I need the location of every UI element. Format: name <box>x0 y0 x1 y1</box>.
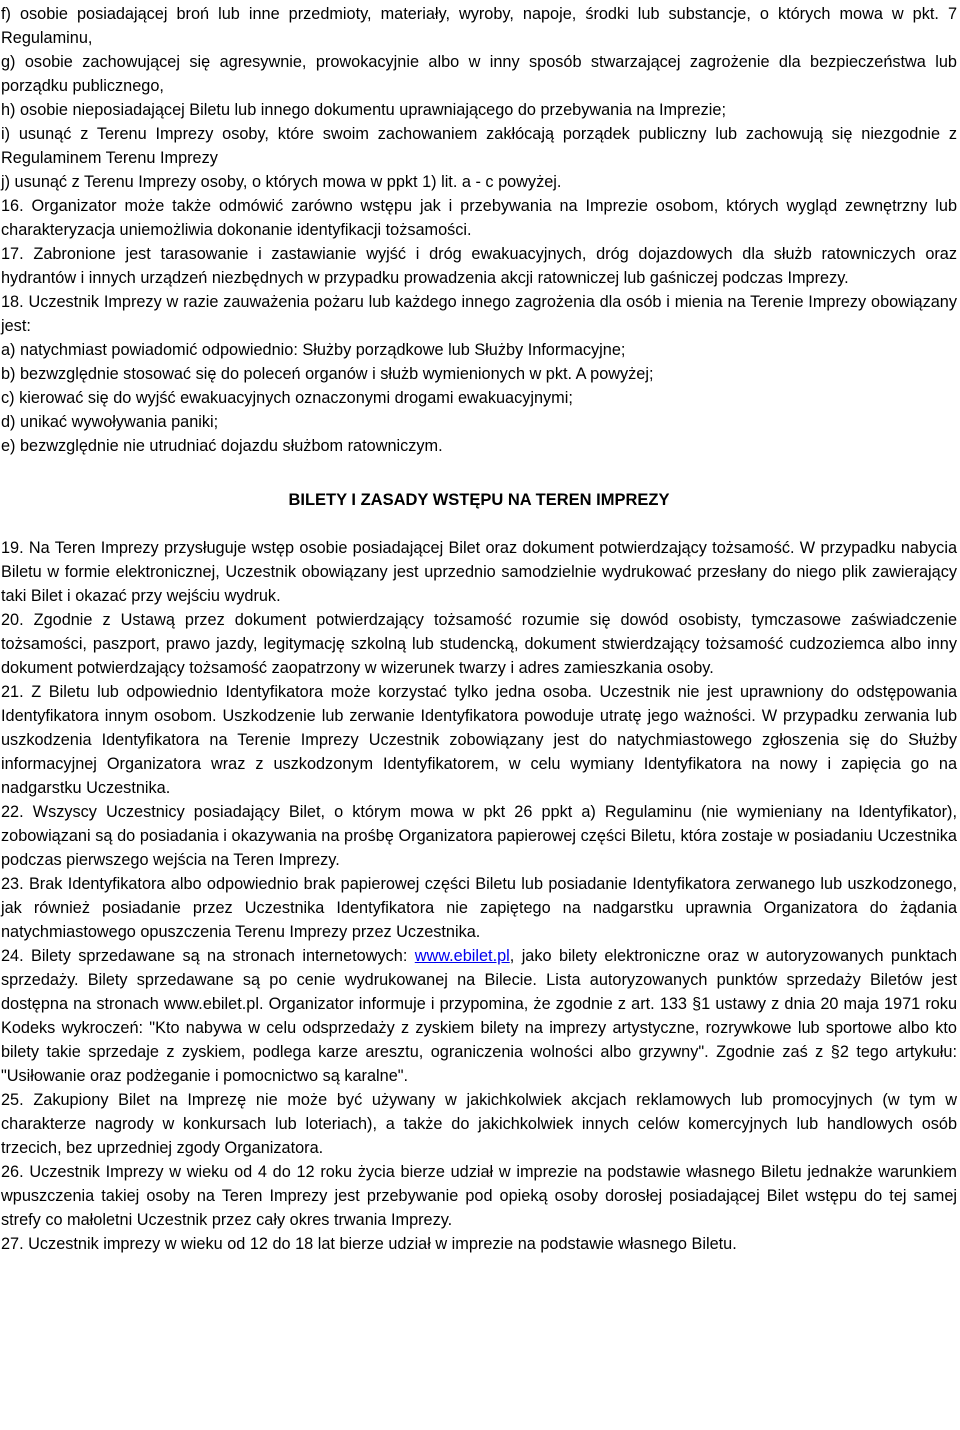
clause-25: 25. Zakupiony Bilet na Imprezę nie może być używany w jakichkolwiek akcjach reklamowych lub promocyjnych (w tym w charakterze nagrody w konkursach lub loteriach), a także do jakichkolwiek innych celów komercyjnych lub handlowych osób trzecich, bez uprzedniej zgody Organizatora. <box>1 1091 957 1157</box>
section-heading: BILETY I ZASADY WSTĘPU NA TEREN IMPREZY <box>288 491 670 509</box>
clause-24-intro: 24. Bilety sprzedawane są na stronach internetowych: <box>1 947 415 965</box>
clause-18e: e) bezwzględnie nie utrudniać dojazdu służbom ratowniczym. <box>1 437 443 455</box>
clauses-block-1 <box>1 2 957 458</box>
clause-16: 16. Organizator może także odmówić zarówno wstępu jak i przebywania na Imprezie osobom, których wygląd zewnętrzny lub charakteryzacja uniemożliwia dokonanie identyfikacji tożsamości. <box>1 197 957 239</box>
ebilet-link[interactable]: www.ebilet.pl <box>414 947 510 965</box>
clause-24 <box>1 944 957 1088</box>
clause-20: 20. Zgodnie z Ustawą przez dokument potwierdzający tożsamość rozumie się dowód osobisty, tymczasowe zaświadczenie tożsamości, paszport, prawo jazdy, legitymację szkolną lub studencką, dokument stwierdzający tożsamość cudzoziemca albo inny dokument potwierdzający tożsamość zaopatrzony w wizerunek twarzy i adres zamieszkania osoby. <box>1 611 957 677</box>
clause-18b: b) bezwzględnie stosować się do poleceń organów i służb wymienionych w pkt. A powyżej; <box>1 365 654 383</box>
clause-17: 17. Zabronione jest tarasowanie i zastawianie wyjść i dróg ewakuacyjnych, dróg dojazdowych dla służb ratowniczych oraz hydrantów i innych urządzeń niezbędnych w przypadku prowadzenia akcji ratowniczej lub gaśniczej podczas Imprezy. <box>1 245 957 287</box>
clause-19: 19. Na Teren Imprezy przysługuje wstęp osobie posiadającej Bilet oraz dokument potwierdzający tożsamość. W przypadku nabycia Biletu w formie elektronicznej, Uczestnik obowiązany jest uprzednio samodzielnie wydrukować przesłany do niego plik zawierający taki Bilet i okazać przy wejściu wydruk. <box>1 539 957 605</box>
clause-15j: j) usunąć z Terenu Imprezy osoby, o których mowa w ppkt 1) lit. a - c powyżej. <box>1 173 562 191</box>
clause-23: 23. Brak Identyfikatora albo odpowiednio brak papierowej części Biletu lub posiadanie Identyfikatora zerwanego lub uszkodzonego, jak również posiadanie przez Uczestnika Identyfikatora nie zapiętego na nadgarstku uprawnia Organizatora do żądania natychmiastowego opuszczenia Terenu Imprezy przez Uczestnika. <box>1 875 957 941</box>
clause-15f: f) osobie posiadającej broń lub inne przedmioty, materiały, wyroby, napoje, środki lub substancje, o których mowa w pkt. 7 Regulaminu, <box>1 5 957 47</box>
clause-15g: g) osobie zachowującej się agresywnie, prowokacyjnie albo w inny sposób stwarzającej zagrożenie dla bezpieczeństwa lub porządku publicznego, <box>1 53 957 95</box>
clause-18d: d) unikać wywoływania paniki; <box>1 413 219 431</box>
clause-22: 22. Wszyscy Uczestnicy posiadający Bilet, o którym mowa w pkt 26 ppkt a) Regulaminu (nie wymieniany na Identyfikator), zobowiązani są do posiadania i okazywania na prośbę Organizatora papierowej części Biletu, która zostaje w posiadaniu Uczestnika podczas pierwszego wejścia na Teren Imprezy. <box>1 803 957 869</box>
clause-26: 26. Uczestnik Imprezy w wieku od 4 do 12 roku życia bierze udział w imprezie na podstawie własnego Biletu jednakże warunkiem wpuszczenia takiej osoby na Teren Imprezy jest przebywanie pod opieką osoby dorosłej posiadającej Bilet wstępu do tej samej strefy co małoletni Uczestnik przez cały okres trwania Imprezy. <box>1 1163 957 1229</box>
clause-18c: c) kierować się do wyjść ewakuacyjnych oznaczonymi drogami ewakuacyjnymi; <box>1 389 573 407</box>
clause-27: 27. Uczestnik imprezy w wieku od 12 do 18 lat bierze udział w imprezie na podstawie własnego Biletu. <box>1 1235 737 1253</box>
clause-18: 18. Uczestnik Imprezy w razie zauważenia pożaru lub każdego innego zagrożenia dla osób i mienia na Terenie Imprezy obowiązany jest: <box>1 293 957 335</box>
clause-15i: i) usunąć z Terenu Imprezy osoby, które swoim zachowaniem zakłócają porządek publiczny lub zachowują się niezgodnie z Regulaminem Terenu Imprezy <box>1 125 957 167</box>
clause-21: 21. Z Biletu lub odpowiednio Identyfikatora może korzystać tylko jedna osoba. Uczestnik nie jest uprawniony do odstępowania Identyfikatora innym osobom. Uszkodzenie lub zerwanie Identyfikatora powoduje utratę jego ważności. W przypadku zerwania lub uszkodzenia Identyfikatora na Terenie Imprezy Uczestnik zobowiązany jest do natychmiastowego zgłoszenia się do Służby informacyjnej Organizatora wraz z uszkodzonym Identyfikatorem, w celu wymiany Identyfikatora na nowy i zapięcia go na nadgarstku Uczestnika. <box>1 683 957 797</box>
clause-24-rest: , jako bilety elektroniczne oraz w autoryzowanych punktach sprzedaży. Bilety sprzedawane są po cenie wydrukowanej na Bilecie. Lista autoryzowanych punktów sprzedaży Biletów jest dostępna na stronach www.ebilet.pl. Organizator informuje i przypomina, że zgodnie z art. 133 §1 ustawy z dnia 20 maja 1971 roku Kodeks wykroczeń: "Kto nabywa w celu odsprzedaży z zyskiem bilety na imprezy artystyczne, rozrywkowe lub sportowe albo kto bilety takie sprzedaje z zyskiem, podlega karze aresztu, ograniczenia wolności albo grzywny". Zgodnie zaś z §2 tego artykułu: "Usiłowanie oraz podżeganie i pomocnictwo są karalne". <box>1 947 957 1085</box>
clauses-block-2 <box>1 536 957 1088</box>
clause-18a: a) natychmiast powiadomić odpowiednio: Służby porządkowe lub Służby Informacyjne; <box>1 341 626 359</box>
clauses-block-3 <box>1 1088 957 1256</box>
clause-15h: h) osobie nieposiadającej Biletu lub innego dokumentu uprawniającego do przebywania na Imprezie; <box>1 101 726 119</box>
